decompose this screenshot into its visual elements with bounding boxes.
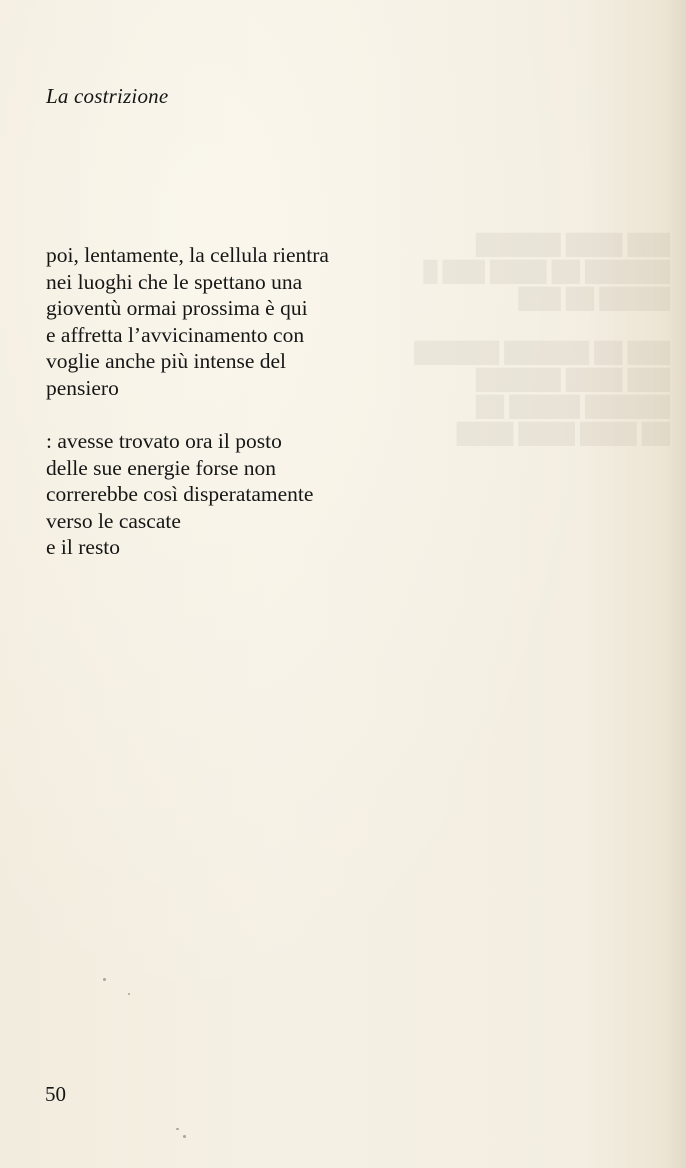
poem-line: verso le cascate: [46, 508, 181, 533]
poem-line: voglie anche più intense del: [46, 349, 287, 374]
paper-speck: [176, 1128, 179, 1130]
poem-line: delle sue energie forse non: [46, 455, 277, 480]
paper-speck: [103, 978, 106, 981]
poem-line: pensiero: [46, 375, 119, 400]
poem-line: gioventù ormai prossima è qui: [46, 296, 308, 321]
page-number: 50: [45, 1082, 66, 1106]
stanza-2: [46, 428, 313, 561]
poem-line: nei luoghi che le spettano una: [46, 269, 303, 294]
poem-line: : avesse trovato ora il posto: [46, 429, 282, 453]
show-through-texture: ███ ████ ██████ ██████ ██ ████ ███ █ █████ ██ ███ ███ ██ ██████ ██████ ███ ████ ██████ ██████ █████ ██ ██ ████ ████ ████: [414, 234, 670, 445]
poem-line: e affretta l’avvicinamento con: [46, 322, 305, 347]
poem-line: poi, lentamente, la cellula rientra: [46, 243, 329, 267]
paper-speck: [183, 1135, 186, 1138]
paper-speck: [128, 993, 130, 995]
poem-line: e il resto: [46, 535, 121, 560]
poem-line: correrebbe così disperatamente: [46, 482, 314, 507]
running-head: La costrizione: [46, 84, 169, 108]
stanza-1: [46, 242, 329, 402]
